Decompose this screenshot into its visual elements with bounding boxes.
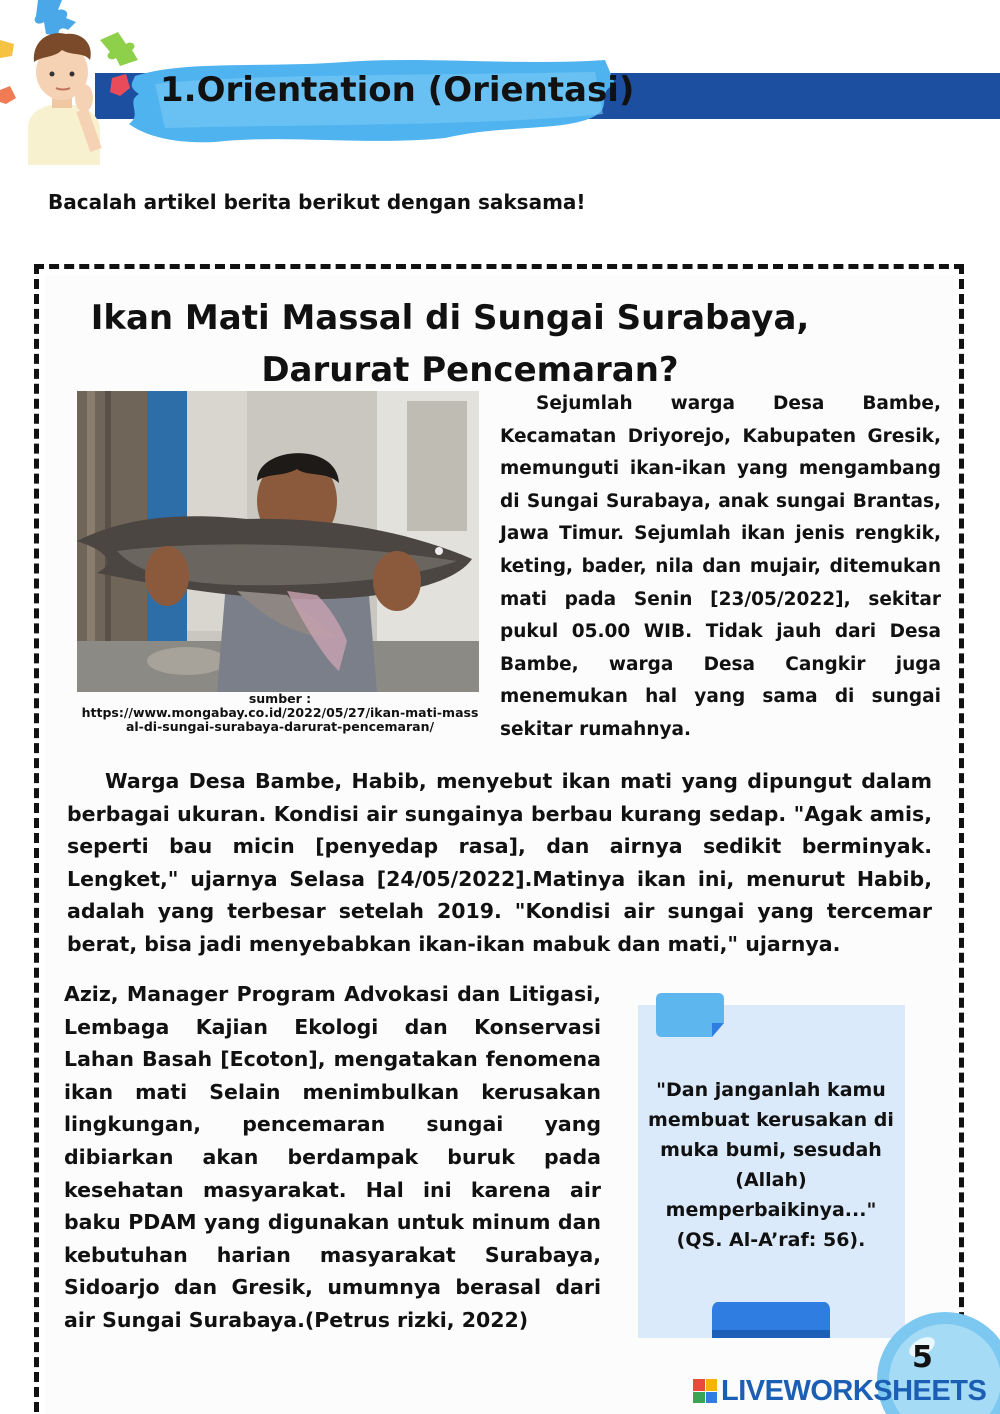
liveworksheets-icon [693, 1379, 717, 1403]
quote-bottom-tab [712, 1302, 830, 1338]
article-title-line2: Darurat Pencemaran? [261, 350, 679, 390]
source-url[interactable]: https://www.mongabay.co.id/2022/05/27/ikan-mati-massal-di-sungai-surabaya-darurat-pencemaran/ [81, 705, 479, 734]
liveworksheets-logo[interactable] [693, 1375, 986, 1407]
photo-source [80, 692, 480, 734]
article-paragraph-3: Aziz, Manager Program Advokasi dan Litigasi, Lembaga Kajian Ekologi dan Konservasi Lahan Basah [Ecoton], mengatakan fenomena ikan mati Selain menimbulkan kerusakan lingkungan, pencemaran sungai yang dibiarkan akan berdampak buruk pada kesehatan masyarakat. Hal ini karena air baku PDAM yang digunakan untuk minum dan kebutuhan harian masyarakat Surabaya, Sidoarjo dan Gresik, umumnya berasal dari air Sungai Surabaya.(Petrus rizki, 2022) [64, 982, 601, 1332]
brand-text: LIVEWORKSHEETS [721, 1374, 987, 1407]
article-paragraph-2: Warga Desa Bambe, Habib, menyebut ikan mati yang dipungut dalam berbagai ukuran. Kondisi air sungainya berbau kurang sedap. "Agak amis, seperti bau micin [penyedap rasa], dan airnya sedikit berminyak. Lengket," ujarnya Selasa [24/05/2022].Matinya ikan ini, menurut Habib, adalah yang terbesar setelah 2019. "Kondisi air sungai yang tercemar berat, bisa jadi menyebabkan ikan-ikan mabuk dan mati," ujarnya. [67, 769, 932, 956]
quote-text: "Dan janganlah kamu membuat kerusakan di muka bumi, sesudah (Allah) memperbaikinya..." (QS. Al-A’raf: 56). [648, 1079, 894, 1251]
instruction-text: Bacalah artikel berita berikut dengan saksama! [48, 190, 586, 214]
folder-tab-icon [656, 993, 726, 1043]
catfish-photo [77, 391, 479, 692]
article-paragraph-1: Sejumlah warga Desa Bambe, Kecamatan Driyorejo, Kabupaten Gresik, memunguti ikan-ikan yang mengambang di Sungai Surabaya, anak sungai Brantas, Jawa Timur. Sejumlah ikan jenis rengkik, keting, bader, nila dan mujair, ditemukan mati pada Senin [23/05/2022], sekitar pukul 05.00 WIB. Tidak jauh dari Desa Bambe, warga Desa Cangkir juga menemukan hal yang sama di sungai sekitar rumahnya. [500, 393, 941, 740]
article-title-line1: Ikan Mati Massal di Sungai Surabaya, [90, 298, 810, 338]
section-title: 1.Orientation (Orientasi) [160, 70, 635, 110]
thinking-boy-icon [0, 0, 145, 165]
article-title [60, 292, 840, 396]
source-label: sumber : [248, 691, 312, 706]
page-number: 5 [912, 1340, 933, 1375]
